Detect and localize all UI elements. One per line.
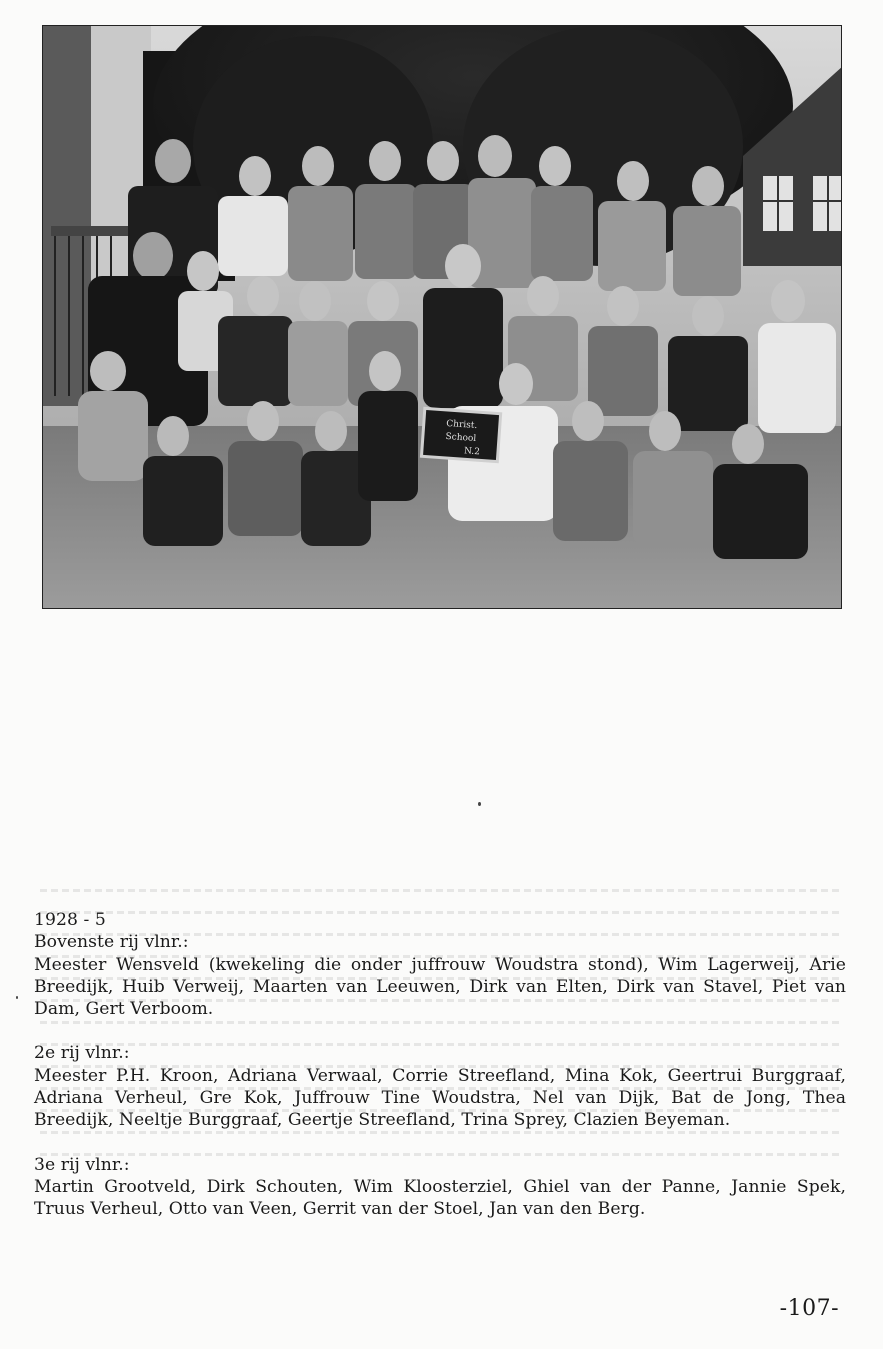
page-number: -107- [779,1296,839,1321]
row-names-top: Meester Wensveld (kwekeling die onder juffrouw Woudstra stond), Wim Lagerweij, Arie Breedijk, Huib Verweij, Maarten van Leeuwen, Dirk van Elten, Dirk van Stavel, Piet van Dam, Gert Verboom. [34,954,846,1020]
class-photograph [42,25,842,609]
row-label-third: 3e rij vlnr.: [34,1154,130,1175]
chalkboard-line-2: School [445,431,477,445]
photo-illustration [43,26,842,609]
dust-speck [16,996,18,999]
row-label-top: Bovenste rij vlnr.: [34,932,189,953]
caption-heading: 1928 - 5 [34,910,106,930]
chalkboard-line-1: Christ. [445,418,478,432]
row-names-second: Meester P.H. Kroon, Adriana Verwaal, Corrie Streefland, Mina Kok, Geertrui Burggraaf, Adriana Verheul, Gre Kok, Juffrouw Tine Woudstra, Nel van Dijk, Bat de Jong, Thea Breedijk, Neeltje Burggraaf, Geertje Streefland, Trina Sprey, Clazien Beyeman. [34,1065,846,1131]
row-names-third: Martin Grootveld, Dirk Schouten, Wim Kloosterziel, Ghiel van der Panne, Jannie Spek, Truus Verheul, Otto van Veen, Gerrit van der Stoel, Jan van den Berg. [34,1176,846,1220]
chalkboard [421,408,500,461]
chalkboard-line-3: N.2 [463,446,481,458]
row-label-second: 2e rij vlnr.: [34,1043,130,1064]
dust-speck [478,802,481,806]
photo-caption [34,909,846,1221]
